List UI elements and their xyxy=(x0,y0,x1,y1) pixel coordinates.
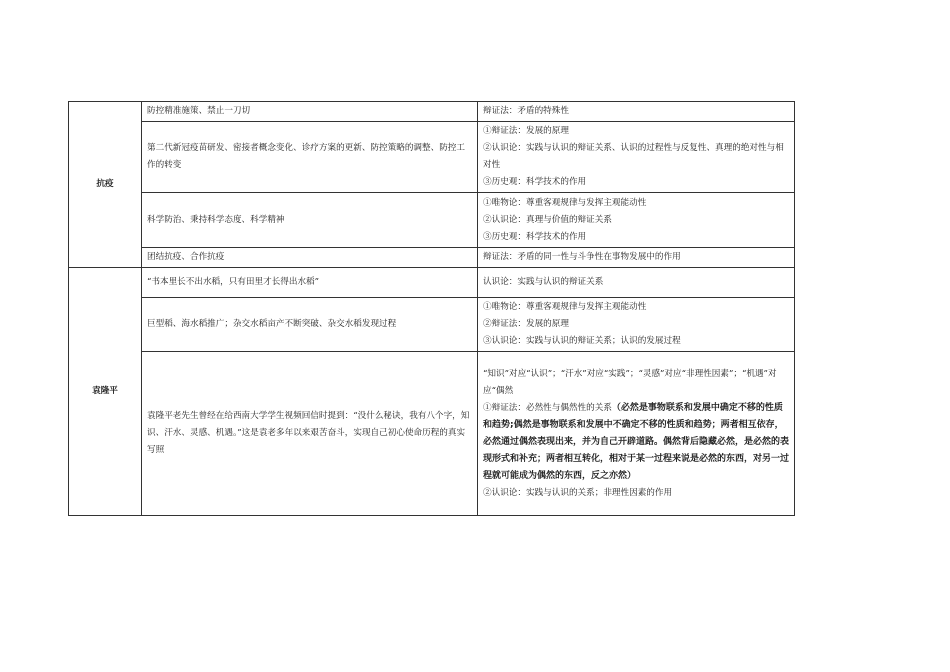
theory-line: ①唯物论：尊重客观规律与发挥主观能动性 xyxy=(483,197,647,208)
table-row xyxy=(69,268,795,298)
theory-intro: “知识”对应“认识”；“汗水”对应“实践”；“灵感”对应“非理性因素”；“机遇”对应“偶然 xyxy=(483,368,777,396)
content-table xyxy=(68,101,795,516)
theory-line: ③历史观：科学技术的作用 xyxy=(483,231,587,242)
table-row xyxy=(69,122,795,193)
topic-cell: 第二代新冠疫苗研发、密接者概念变化、诊疗方案的更新、防控策略的调整、防控工作的转变 xyxy=(142,122,478,193)
theory-line: ②辩证法：发展的原理 xyxy=(483,319,569,329)
theory-cell xyxy=(478,268,795,298)
table-row xyxy=(69,352,795,516)
topic-cell: 巨型稻、海水稻推广；杂交水稻亩产不断突破、杂交水稻发现过程 xyxy=(142,298,478,352)
theory-cell xyxy=(478,248,795,268)
theory-cell xyxy=(478,102,795,122)
group-label-yuanlongping: 袁隆平 xyxy=(69,268,142,516)
theory-item-label: ①辩证法：必然性与偶然性的关系 xyxy=(483,402,612,413)
table-row xyxy=(69,193,795,248)
theory-line: ②认识论：实践与认识的辩证关系、认识的过程性与反复性、真理的绝对性与相对性 xyxy=(483,143,784,170)
topic-cell: 防控精准施策、禁止一刀切 xyxy=(142,102,478,122)
theory-item-detail: （必然是事物联系和发展中确定不移的性质和趋势;偶然是事物联系和发展中不确定不移的性质和趋势；两者相互依存，必然通过偶然表现出来，并为自己开辟道路。偶然背后隐藏必然，是必然的表现形式和补充；两者相互转化，相对于某一过程来说是必然的东西，对另一过程就可能成为偶然的东西，反之亦然） xyxy=(483,402,790,481)
theory-line: ③认识论：实践与认识的辩证关系；认识的发展过程 xyxy=(483,336,681,346)
group-label-kangyi: 抗疫 xyxy=(69,102,142,268)
topic-cell: 袁隆平老先生曾经在给西南大学学生视频回信时提到：“没什么秘诀，我有八个字，知识、汗水、灵感、机遇。”这是袁老多年以来艰苦奋斗，实现自己初心使命历程的真实写照 xyxy=(142,352,478,516)
theory-line: ②认识论：真理与价值的辩证关系 xyxy=(483,214,612,225)
theory-cell xyxy=(478,298,795,352)
theory-cell xyxy=(478,352,795,516)
theory-line: 认识论：实践与认识的辩证关系 xyxy=(483,277,604,287)
theory-line: 辩证法：矛盾的特殊性 xyxy=(483,106,569,116)
theory-line: ①辩证法：发展的原理 xyxy=(483,126,569,136)
theory-line: 辩证法：矛盾的同一性与斗争性在事物发展中的作用 xyxy=(483,252,681,262)
theory-line: ②认识论：实践与认识的关系；非理性因素的作用 xyxy=(483,487,673,498)
topic-cell: 科学防治、秉持科学态度、科学精神 xyxy=(142,193,478,248)
topic-cell: “书本里长不出水稻，只有田里才长得出水稻” xyxy=(142,268,478,298)
theory-cell xyxy=(478,122,795,193)
table-row xyxy=(69,248,795,268)
table-row xyxy=(69,102,795,122)
table-row xyxy=(69,298,795,352)
theory-line: ①唯物论：尊重客观规律与发挥主观能动性 xyxy=(483,302,647,312)
theory-cell xyxy=(478,193,795,248)
theory-line: ③历史观：科学技术的作用 xyxy=(483,177,587,187)
topic-cell: 团结抗疫、合作抗疫 xyxy=(142,248,478,268)
theory-line xyxy=(483,400,789,485)
